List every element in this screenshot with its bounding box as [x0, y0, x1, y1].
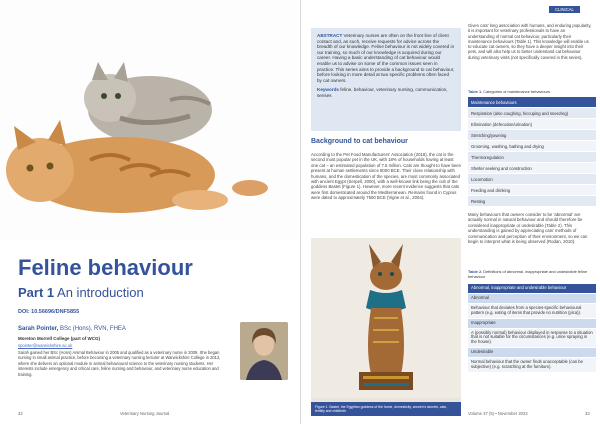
table-cell: Grooming, washing, bathing and drying [468, 141, 596, 152]
table-cell: Inappropriate [468, 318, 596, 328]
table-cell: Shelter seeking and construction [468, 163, 596, 174]
table-cell: Behaviour that deviates from a species-specific behavioural pattern (e.g. eating of items that provide no nutrition (pica)). [468, 303, 596, 318]
table-row [468, 318, 596, 328]
table-cell: Abnormal, inappropriate and undesirable behaviour [468, 284, 596, 293]
table-row [468, 130, 596, 141]
keywords [317, 87, 455, 98]
table-row [468, 174, 596, 185]
abstract-label: ABSTRACT [317, 33, 343, 38]
kittens-photo [0, 0, 300, 240]
table-row [468, 303, 596, 318]
table1-caption [468, 89, 550, 94]
table-cell: A (possibly normal) behaviour displayed in response to a situation that is not suitable for the circumstances (e.g. urine spraying in the house). [468, 328, 596, 348]
table-cell: Resting [468, 196, 596, 207]
table-row [468, 284, 596, 293]
table-row [468, 328, 596, 348]
table-row [468, 97, 596, 108]
table2-label: Table 2. [468, 269, 483, 274]
author-photo [240, 322, 288, 380]
maintenance-table [468, 97, 596, 207]
table-cell: Normal behaviour that the owner finds unacceptable (can be subjective) (e.g. scratching at the furniture). [468, 358, 596, 373]
keywords-text: feline, behaviour, veterinary nursing, communication, senses [317, 87, 448, 98]
table-row [468, 163, 596, 174]
author-org: Moreton Morrell College (part of WCG) [18, 336, 100, 341]
table-row [468, 348, 596, 358]
table-cell: Thermoregulation [468, 152, 596, 163]
right-page-number: 33 [585, 411, 590, 416]
keywords-label: Keywords [317, 87, 339, 93]
table-cell: Feeding and drinking [468, 185, 596, 196]
table-cell: Abnormal [468, 293, 596, 303]
background-text: According to the Pet Food Manufacturers' Association (2018), the cat is the second most popular pet in the UK, with 18% of households having at least one cat – an estimated population of 7.5 million. Cats are thought to have been present at human settlements since 8000 BCE. Their close relationship with humans, and the domestication of the species, are most commonly associated with ancient Egypt (Serpell, 2000), with a well-known link being the cult of the goddess Bastet (Figure 1). However, more recent evidence suggests that cats were first domesticated around the Mediterranean. Remains found in Cyprus were dated to approximately 7500 BCE (Vigne et al., 2004). [311, 152, 462, 201]
abstract-box [311, 28, 461, 131]
table-row [468, 152, 596, 163]
figure-caption: Figure 1. Bastet, the Egyptian goddess of the home, domesticity, women's secrets, cats, fertility and childbirth [311, 402, 461, 416]
author-portrait [240, 322, 288, 380]
abstract-paragraph [317, 33, 455, 83]
subtitle-part: Part 1 [18, 285, 55, 300]
section-heading: Background to cat behaviour [311, 138, 408, 145]
author-section [18, 320, 280, 398]
table2-caption [468, 270, 592, 280]
volume-info: Volume 37 (5) • November 2022 [468, 411, 528, 416]
behaviour-text: Many behaviours that owners consider to be 'abnormal' are actually normal in natural behaviour and should therefore be considered inappropriate or undesirable (Table 2). This understanding is gained by appreciating cats' methods of communication and perception of their environment, so we can begin to interpret what is being observed (Rodan, 2010). [468, 212, 588, 245]
table-row [468, 108, 596, 119]
author-quals: BSc (Hons), RVN, FHEA [60, 326, 126, 332]
table-row [468, 196, 596, 207]
abstract-text: Veterinary nurses are often on the front line of client contact and, as such, receive requests for advice across the breadth of our knowledge. Feline behaviour is not widely covered in our training, so much of our knowledge is acquired during our career. Having a basic understanding of cat behaviour would enable us to advise on some of the common issues seen in practice. This series aims to provide a background to cat behaviour, before looking in more detail at two specific problems often faced by cat owners. [317, 33, 455, 83]
journal-name: Veterinary Nursing Journal [120, 411, 170, 416]
table2-title: Definitions of abnormal, inappropriate and undesirable feline behaviour [468, 269, 588, 279]
author-bio: Sarah gained her BSc (Hons) Animal Behaviour in 2005 and qualified as a veterinary nurse in 2009. She began nursing in small animal practice, before becoming a veterinary nursing lecturer at Warwickshire College in 2013, where she delivers an optional module in animal behavioural science to the veterinary nursing students. Her interests include emergency and critical care, feline nursing and behaviour, and veterinary nurse education and training. [18, 350, 221, 377]
author-email-link[interactable]: spointer@warwickshire.ac.uk [18, 343, 73, 348]
table-row [468, 358, 596, 373]
subtitle-rest: An introduction [57, 285, 144, 300]
right-page [300, 0, 600, 424]
table-cell: Maintenance behaviours [468, 97, 596, 108]
table-cell: Stretching/yawning [468, 130, 596, 141]
article-subtitle [18, 285, 144, 300]
behaviour-definitions-table [468, 284, 596, 373]
section-tag: CLINICAL [549, 6, 580, 13]
table-cell: Undesirable [468, 348, 596, 358]
table-row [468, 185, 596, 196]
intro-text: Given cats' long association with humans, and enduring popularity, it is important for veterinary professionals to have an understanding of normal cat behaviour, particularly their maintenance behaviours (Table 1). This knowledge will enable us to educate cat owners, so they have a deeper insight into their pets, and will also help us to better understand cat behaviour during veterinary visits (not specifically covered in this series). [468, 23, 592, 60]
table-cell: Elimination (defecation/urination) [468, 119, 596, 130]
bastet-figure [311, 238, 461, 416]
bastet-statue-image [311, 238, 461, 398]
table1-title: Categories of maintenance behaviours [483, 89, 550, 94]
table-cell: Locomotion [468, 174, 596, 185]
doi[interactable]: DOI: 10.56696/DNF5855 [18, 309, 80, 315]
table-row [468, 141, 596, 152]
table-cell: Respiration (also coughing, hiccuping and sneezing) [468, 108, 596, 119]
table1-label: Table 1. [468, 89, 483, 94]
table-row [468, 293, 596, 303]
left-page-number: 32 [18, 411, 23, 416]
author-name-text: Sarah Pointer, [18, 326, 59, 332]
author-name [18, 326, 126, 332]
table-row [468, 119, 596, 130]
article-title: Feline behaviour [18, 255, 193, 280]
kittens-illustration [0, 0, 300, 240]
